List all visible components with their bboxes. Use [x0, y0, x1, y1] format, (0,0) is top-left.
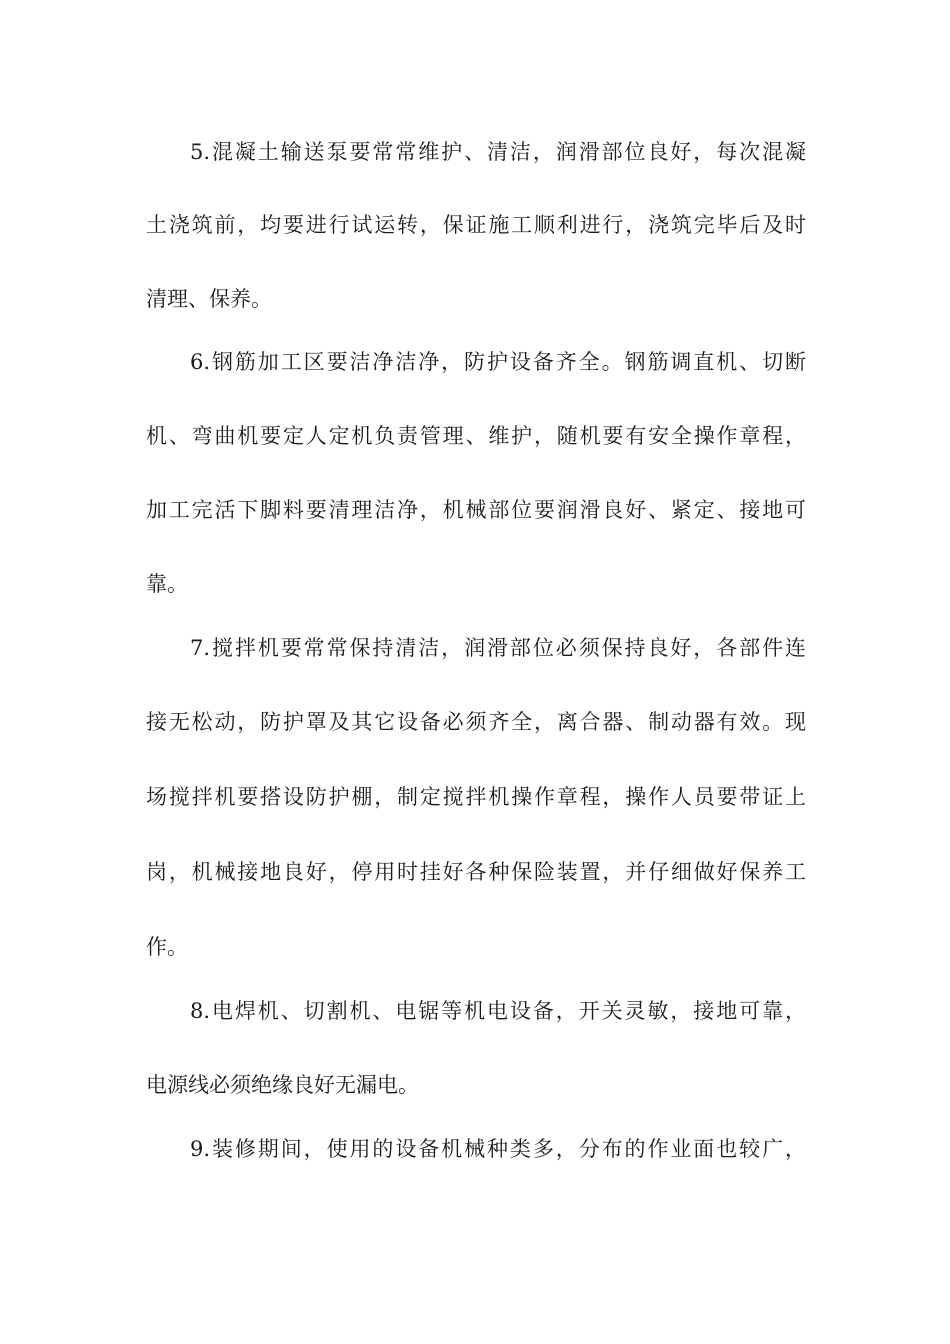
paragraph-5-line-3: 清理、保养。	[146, 287, 272, 311]
paragraph-7-line-2: 接无松动，防护罩及其它设备必须齐全，离合器、制动器有效。现	[146, 710, 806, 734]
paragraph-6-line-4: 靠。	[146, 572, 188, 596]
paragraph-7-line-1: 7.搅拌机要常常保持清洁，润滑部位必须保持良好，各部件连	[190, 636, 806, 660]
paragraph-9-line-1: 9.装修期间，使用的设备机械种类多，分布的作业面也较广，	[190, 1137, 806, 1161]
paragraph-6-line-1: 6.钢筋加工区要洁净洁净，防护设备齐全。钢筋调直机、切断	[190, 350, 806, 374]
paragraph-7-line-5: 作。	[146, 935, 188, 959]
paragraph-7-line-4: 岗，机械接地良好，停用时挂好各种保险装置，并仔细做好保养工	[146, 860, 806, 884]
paragraph-5-line-1: 5.混凝土输送泵要常常维护、清洁，润滑部位良好，每次混凝	[190, 140, 806, 164]
paragraph-6-line-2: 机、弯曲机要定人定机负责管理、维护，随机要有安全操作章程，	[146, 424, 806, 448]
paragraph-7-line-3: 场搅拌机要搭设防护棚，制定搅拌机操作章程，操作人员要带证上	[146, 785, 806, 809]
paragraph-6-line-3: 加工完活下脚料要清理洁净，机械部位要润滑良好、紧定、接地可	[146, 498, 806, 522]
paragraph-8-line-2: 电源线必须绝缘良好无漏电。	[146, 1073, 419, 1097]
paragraph-5-line-2: 土浇筑前，均要进行试运转，保证施工顺利进行，浇筑完毕后及时	[146, 213, 806, 237]
paragraph-8-line-1: 8.电焊机、切割机、电锯等机电设备，开关灵敏，接地可靠，	[190, 999, 806, 1023]
